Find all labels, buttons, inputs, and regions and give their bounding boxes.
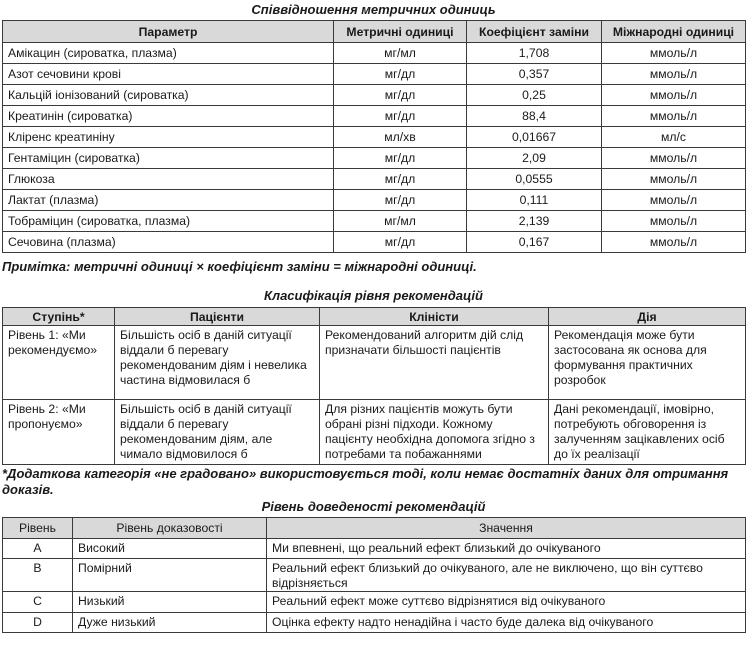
table-row: [3, 326, 746, 400]
table-row: [3, 43, 746, 64]
table-cell: C: [3, 592, 73, 613]
table-cell: ммоль/л: [602, 85, 746, 106]
table3-title: Рівень доведеності рекомендацій: [261, 499, 486, 514]
table-cell: ммоль/л: [602, 232, 746, 253]
col-header-evidence-level: Рівень доказовості: [73, 518, 267, 539]
table-row: [3, 559, 746, 592]
table-row: [3, 592, 746, 613]
table2-note: *Додаткова категорія «не градовано» використовується тоді, коли немає достатніх даних для отримання доказів.: [2, 466, 729, 497]
col-header-grade: Ступінь*: [3, 308, 115, 326]
table-cell: Рівень 1: «Ми рекомендуємо»: [3, 326, 115, 400]
col-header-metric-units: Метричні одиниці: [334, 21, 467, 43]
table-cell: Реальний ефект близький до очікуваного, але не виключено, що він суттєво відрізняється: [267, 559, 746, 592]
table-cell: Сечовина (плазма): [3, 232, 334, 253]
table-header-row: [3, 518, 746, 539]
table-cell: A: [3, 539, 73, 559]
table-cell: 0,0555: [467, 169, 602, 190]
table-row: [3, 169, 746, 190]
table-cell: Амікацин (сироватка, плазма): [3, 43, 334, 64]
table1-note: Примітка: метричні одиниці × коефіцієнт заміни = міжнародні одиниці.: [2, 259, 477, 274]
col-header-parameter: Параметр: [3, 21, 334, 43]
table-cell: Помірний: [73, 559, 267, 592]
table-row: [3, 85, 746, 106]
table-cell: Оцінка ефекту надто ненадійна і часто буде далека від очікуваного: [267, 613, 746, 633]
table-cell: ммоль/л: [602, 43, 746, 64]
table-cell: ммоль/л: [602, 190, 746, 211]
table-cell: B: [3, 559, 73, 592]
table1-title: Співвідношення метричних одиниць: [251, 2, 496, 17]
table-cell: мл/с: [602, 127, 746, 148]
table-cell: Гентаміцин (сироватка): [3, 148, 334, 169]
table-header-row: [3, 308, 746, 326]
table-cell: Більшість осіб в даній ситуації віддали б перевагу рекомендованим діям, але чимало відмовилося б: [115, 400, 320, 465]
table-cell: мг/дл: [334, 64, 467, 85]
table-row: [3, 232, 746, 253]
table-cell: Високий: [73, 539, 267, 559]
table-cell: ммоль/л: [602, 211, 746, 232]
table-cell: 0,357: [467, 64, 602, 85]
recommendation-grades-table: [2, 307, 746, 465]
table-cell: мг/мл: [334, 211, 467, 232]
table-cell: ммоль/л: [602, 169, 746, 190]
table-cell: 0,01667: [467, 127, 602, 148]
table-row: [3, 211, 746, 232]
table-cell: ммоль/л: [602, 64, 746, 85]
evidence-levels-table: [2, 517, 746, 633]
table-cell: мг/дл: [334, 106, 467, 127]
table-row: [3, 190, 746, 211]
table2-title: Класифікація рівня рекомендацій: [264, 288, 483, 303]
table-cell: D: [3, 613, 73, 633]
col-header-action: Дія: [549, 308, 746, 326]
table-cell: Дуже низький: [73, 613, 267, 633]
table-cell: Рівень 2: «Ми пропонуємо»: [3, 400, 115, 465]
table-cell: 2,09: [467, 148, 602, 169]
table-header-row: [3, 21, 746, 43]
table-row: [3, 539, 746, 559]
table-cell: Більшість осіб в даній ситуації віддали б перевагу рекомендованим діям і невелика частина відмовилася б: [115, 326, 320, 400]
col-header-meaning: Значення: [267, 518, 746, 539]
table-cell: 0,25: [467, 85, 602, 106]
table-cell: Низький: [73, 592, 267, 613]
table-cell: мг/дл: [334, 232, 467, 253]
col-header-level: Рівень: [3, 518, 73, 539]
table-row: [3, 613, 746, 633]
metric-units-table: [2, 20, 746, 253]
table-cell: мг/дл: [334, 85, 467, 106]
table-cell: Кліренс креатиніну: [3, 127, 334, 148]
col-header-patients: Пацієнти: [115, 308, 320, 326]
col-header-clinicians: Кліністи: [320, 308, 549, 326]
table-row: [3, 148, 746, 169]
table-cell: Лактат (плазма): [3, 190, 334, 211]
table-cell: ммоль/л: [602, 106, 746, 127]
table-cell: мг/дл: [334, 169, 467, 190]
table-cell: Глюкоза: [3, 169, 334, 190]
table-cell: 2,139: [467, 211, 602, 232]
table-cell: Креатинін (сироватка): [3, 106, 334, 127]
table-cell: мг/дл: [334, 148, 467, 169]
table-cell: 0,167: [467, 232, 602, 253]
col-header-international-units: Міжнародні одиниці: [602, 21, 746, 43]
table-cell: мг/мл: [334, 43, 467, 64]
table-row: [3, 400, 746, 465]
table-cell: Ми впевнені, що реальний ефект близький до очікуваного: [267, 539, 746, 559]
table-cell: Для різних пацієнтів можуть бути обрані різні підходи. Кожному пацієнту необхідна допомога згідно з потребами та побажаннями: [320, 400, 549, 465]
table-row: [3, 106, 746, 127]
table-cell: Тобраміцин (сироватка, плазма): [3, 211, 334, 232]
table-cell: мл/хв: [334, 127, 467, 148]
table-row: [3, 64, 746, 85]
table-cell: мг/дл: [334, 190, 467, 211]
table-cell: Рекомендований алгоритм дій слід призначати більшості пацієнтів: [320, 326, 549, 400]
table-cell: Рекомендація може бути застосована як основа для формування практичних розробок: [549, 326, 746, 400]
table-cell: Реальний ефект може суттєво відрізнятися від очікуваного: [267, 592, 746, 613]
table-cell: 88,4: [467, 106, 602, 127]
table-cell: Азот сечовини крові: [3, 64, 334, 85]
table-cell: ммоль/л: [602, 148, 746, 169]
table-cell: Кальцій іонізований (сироватка): [3, 85, 334, 106]
col-header-conversion-factor: Коефіцієнт заміни: [467, 21, 602, 43]
table-row: [3, 127, 746, 148]
table-cell: 1,708: [467, 43, 602, 64]
table-cell: 0,111: [467, 190, 602, 211]
table-cell: Дані рекомендації, імовірно, потребують обговорення із залученням зацікавлених осіб до їх реалізації: [549, 400, 746, 465]
